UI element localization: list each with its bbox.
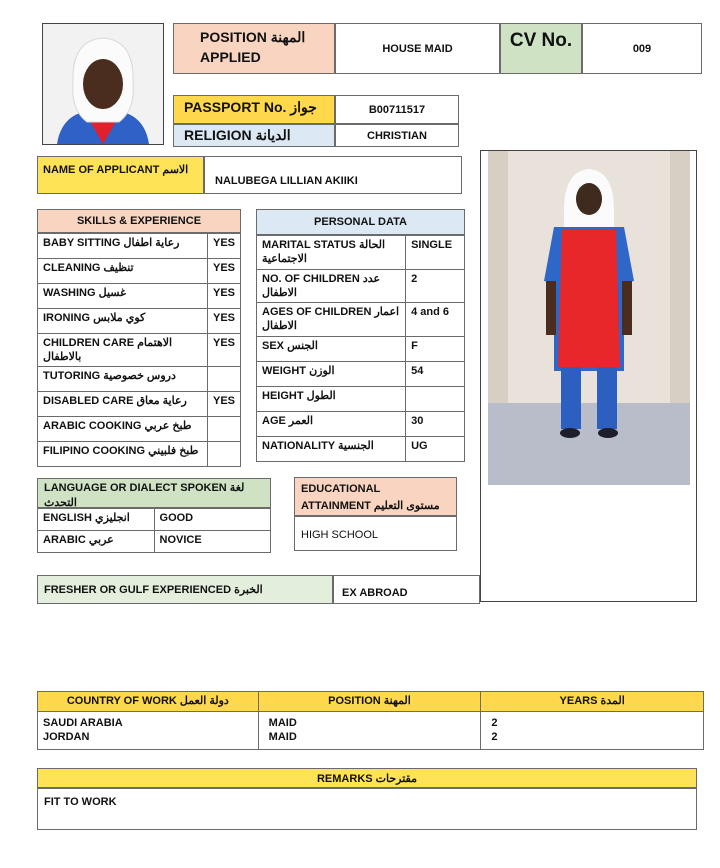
personal-row (257, 236, 465, 270)
personal-label: AGES OF CHILDREN اعمار الاطفال (257, 303, 406, 337)
personal-value: 30 (406, 412, 465, 437)
language-section-title: LANGUAGE OR DIALECT SPOKEN لغة التحدث (37, 478, 271, 508)
personal-data-title: PERSONAL DATA (256, 209, 465, 235)
language-table (37, 508, 271, 553)
skill-row (38, 259, 241, 284)
skill-value (207, 442, 240, 467)
skill-label: IRONING كوي ملابس (38, 309, 208, 334)
skills-table (37, 233, 241, 467)
work-country-2: JORDAN (43, 731, 90, 743)
personal-row (257, 437, 465, 462)
skill-label: DISABLED CARE رعاية معاق (38, 392, 208, 417)
skill-label: WASHING غسيل (38, 284, 208, 309)
skill-value: YES (207, 259, 240, 284)
personal-label: NO. OF CHILDREN عدد الاطفال (257, 270, 406, 303)
position-applied-value (335, 23, 500, 74)
personal-label: MARITAL STATUS الحالة الاجتماعية (257, 236, 406, 270)
portrait-illustration (43, 24, 163, 144)
skill-row (38, 367, 241, 392)
skill-row (38, 334, 241, 367)
passport-value: B00711517 (335, 95, 459, 124)
skill-row (38, 392, 241, 417)
skill-value (207, 417, 240, 442)
applicant-name-label: NAME OF APPLICANT الاسم (37, 156, 204, 194)
language-value: GOOD (154, 509, 270, 531)
religion-label: RELIGION الديانة (173, 124, 335, 147)
remarks-title: REMARKS مقترحات (37, 768, 697, 788)
work-header-years: YEARS المدة (481, 692, 704, 712)
personal-label: WEIGHT الوزن (257, 362, 406, 387)
skill-value: YES (207, 334, 240, 367)
personal-value: F (406, 337, 465, 362)
passport-label: PASSPORT No. جواز (173, 95, 335, 124)
skill-value: YES (207, 309, 240, 334)
experience-label: FRESHER OR GULF EXPERIENCED الخبرة (37, 575, 333, 604)
personal-value: 54 (406, 362, 465, 387)
education-value: HIGH SCHOOL (294, 516, 457, 551)
skill-label: BABY SITTING رعاية اطفال (38, 234, 208, 259)
cv-number-value: 009 (582, 23, 702, 74)
work-header-position: POSITION المهنة (258, 692, 481, 712)
personal-label: SEX الجنس (257, 337, 406, 362)
personal-row (257, 337, 465, 362)
language-row (38, 531, 271, 553)
skill-value: YES (207, 392, 240, 417)
personal-row (257, 270, 465, 303)
personal-row (257, 412, 465, 437)
personal-value: SINGLE (406, 236, 465, 270)
position-value-text: HOUSE MAID (382, 42, 453, 55)
language-row (38, 509, 271, 531)
religion-value: CHRISTIAN (335, 124, 459, 147)
skill-label: FILIPINO COOKING طبخ فلبيني (38, 442, 208, 467)
skill-row (38, 284, 241, 309)
personal-value: 2 (406, 270, 465, 303)
work-history-table (37, 691, 704, 750)
skill-value: YES (207, 284, 240, 309)
applicant-name-value: NALUBEGA LILLIAN AKIIKI (204, 156, 462, 194)
personal-value: 4 and 6 (406, 303, 465, 337)
skill-row (38, 417, 241, 442)
skill-row (38, 309, 241, 334)
remarks-value: FIT TO WORK (37, 788, 697, 830)
skill-value: YES (207, 234, 240, 259)
personal-data-table (256, 235, 465, 462)
work-position-2: MAID (268, 731, 297, 743)
skill-label: CLEANING تنظيف (38, 259, 208, 284)
work-header-country: COUNTRY OF WORK دولة العمل (38, 692, 259, 712)
personal-row (257, 362, 465, 387)
work-years-1: 2 (491, 717, 498, 729)
cv-number-label: CV No. (500, 23, 582, 74)
applicant-full-body-photo (480, 150, 697, 602)
skill-row (38, 442, 241, 467)
education-section-title: EDUCATIONAL ATTAINMENT مستوى التعليم (294, 477, 457, 516)
personal-row (257, 303, 465, 337)
work-position-1: MAID (268, 717, 297, 729)
skill-row (38, 234, 241, 259)
language-label: ARABIC عربي (38, 531, 155, 553)
personal-label: NATIONALITY الجنسية (257, 437, 406, 462)
position-applied-label: POSITION المهنة APPLIED (173, 23, 335, 74)
language-label: ENGLISH انجليزي (38, 509, 155, 531)
personal-value: UG (406, 437, 465, 462)
full-body-illustration (488, 151, 690, 485)
work-years-2: 2 (491, 731, 498, 743)
personal-row (257, 387, 465, 412)
skills-section-title: SKILLS & EXPERIENCE (37, 209, 241, 233)
skill-label: TUTORING دروس خصوصية (38, 367, 208, 392)
personal-value (406, 387, 465, 412)
skill-label: ARABIC COOKING طبخ عربي (38, 417, 208, 442)
skill-label: CHILDREN CARE الاهتمام بالاطفال (38, 334, 208, 367)
work-country-1: SAUDI ARABIA (43, 717, 123, 729)
language-value: NOVICE (154, 531, 270, 553)
skill-value (207, 367, 240, 392)
personal-label: AGE العمر (257, 412, 406, 437)
personal-label: HEIGHT الطول (257, 387, 406, 412)
applicant-portrait-photo (42, 23, 164, 145)
experience-value: EX ABROAD (333, 575, 480, 604)
work-rows (38, 712, 704, 750)
